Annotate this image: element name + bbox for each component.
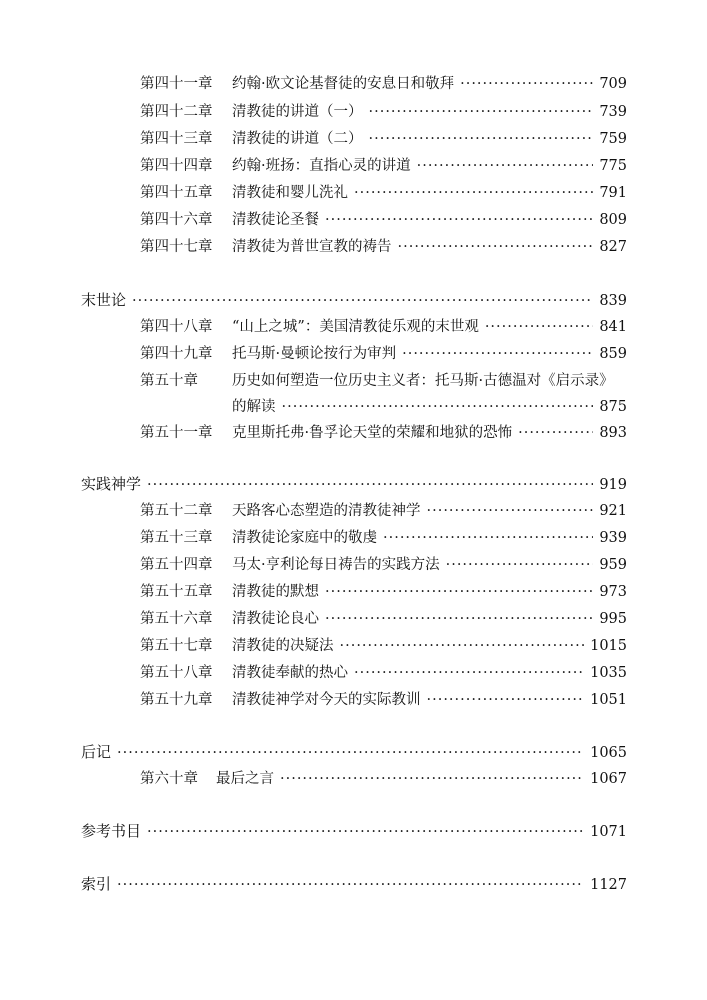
- chapter-title: 清教徒论良心: [232, 611, 319, 627]
- chapter-label: 第五十三章: [140, 530, 213, 546]
- chapter-title: 最后之言: [216, 771, 274, 787]
- toc-chapter-entry[interactable]: [140, 553, 627, 574]
- page-number: 839: [599, 293, 627, 309]
- toc-chapter-entry[interactable]: [140, 100, 627, 121]
- chapter-label: 第五十二章: [140, 503, 213, 519]
- toc-chapter-entry[interactable]: [140, 661, 627, 682]
- toc-section-entry[interactable]: [81, 473, 627, 494]
- page-number: 809: [599, 212, 627, 228]
- page-number: 919: [599, 477, 627, 493]
- chapter-label: 第五十章: [140, 373, 198, 389]
- chapter-title: 清教徒的决疑法: [232, 638, 334, 654]
- section-title: 索引: [81, 875, 112, 893]
- page-number: 709: [599, 76, 627, 92]
- dot-leader: [325, 584, 593, 600]
- dot-leader: [354, 665, 584, 681]
- chapter-label: 第四十八章: [140, 319, 213, 335]
- chapter-title: 天路客心态塑造的清教徒神学: [232, 503, 421, 519]
- page-number: 791: [599, 185, 627, 201]
- chapter-label: 第四十五章: [140, 185, 213, 201]
- dot-leader: [398, 239, 594, 255]
- toc-chapter-entry[interactable]: [140, 72, 627, 93]
- chapter-label: 第四十四章: [140, 158, 213, 174]
- dot-leader: [518, 425, 593, 441]
- page-number: 973: [599, 584, 627, 600]
- chapter-label: 第四十六章: [140, 212, 213, 228]
- dot-leader: [325, 212, 593, 228]
- page-number: 959: [599, 557, 627, 573]
- chapter-title: 历史如何塑造一位历史主义者：托马斯·古德温对《启示录》: [232, 373, 614, 389]
- page-number: 841: [599, 319, 627, 335]
- section-title: 后记: [81, 743, 112, 761]
- toc-chapter-entry[interactable]: [140, 421, 627, 442]
- page-number: 739: [599, 104, 627, 120]
- section-title: 实践神学: [81, 475, 142, 493]
- dot-leader: [417, 158, 594, 174]
- toc-chapter-entry[interactable]: [140, 154, 627, 175]
- page-number: 1051: [590, 692, 627, 708]
- page-number: 939: [599, 530, 627, 546]
- page-number: 827: [599, 239, 627, 255]
- dot-leader: [383, 530, 593, 546]
- dot-leader: [369, 104, 594, 120]
- toc-chapter-entry[interactable]: [140, 127, 627, 148]
- page-number: 1015: [590, 638, 627, 654]
- toc-chapter-entry[interactable]: [140, 181, 627, 202]
- toc-chapter-entry[interactable]: [140, 315, 627, 336]
- toc-chapter-entry[interactable]: [140, 499, 627, 520]
- chapter-title: 约翰·班扬：直指心灵的讲道: [232, 158, 411, 174]
- page-number: 875: [599, 399, 627, 415]
- dot-leader: [117, 745, 584, 761]
- dot-leader: [117, 877, 584, 893]
- dot-leader: [427, 692, 585, 708]
- toc-section-entry[interactable]: [81, 820, 627, 841]
- toc-chapter-entry[interactable]: [140, 767, 627, 788]
- toc-chapter-continuation[interactable]: [232, 395, 627, 416]
- dot-leader: [282, 399, 594, 415]
- toc-chapter-entry[interactable]: [140, 526, 627, 547]
- dot-leader: [132, 293, 593, 309]
- chapter-label: 第五十四章: [140, 557, 213, 573]
- page-number: 775: [599, 158, 627, 174]
- page-number: 995: [599, 611, 627, 627]
- dot-leader: [485, 319, 593, 335]
- chapter-title-continuation: 的解读: [232, 399, 276, 415]
- dot-leader: [369, 131, 594, 147]
- chapter-label: 第五十六章: [140, 611, 213, 627]
- chapter-title: 托马斯·曼顿论按行为审判: [232, 346, 397, 362]
- page-number: 759: [599, 131, 627, 147]
- chapter-label: 第四十二章: [140, 104, 213, 120]
- chapter-title: 清教徒论圣餐: [232, 212, 319, 228]
- chapter-title: 清教徒奉献的热心: [232, 665, 348, 681]
- page-number: 1065: [590, 745, 627, 761]
- toc-chapter-entry[interactable]: [140, 580, 627, 601]
- chapter-title: 马太·亨利论每日祷告的实践方法: [232, 557, 440, 573]
- chapter-label: 第五十五章: [140, 584, 213, 600]
- dot-leader: [427, 503, 594, 519]
- toc-chapter-entry[interactable]: [140, 208, 627, 229]
- chapter-title: 清教徒和婴儿洗礼: [232, 185, 348, 201]
- chapter-title: 约翰·欧文论基督徒的安息日和敬拜: [232, 76, 455, 92]
- toc-section-entry[interactable]: [81, 289, 627, 310]
- dot-leader: [325, 611, 593, 627]
- chapter-label: 第五十七章: [140, 638, 213, 654]
- toc-chapter-entry[interactable]: [140, 369, 627, 390]
- section-title: 末世论: [81, 291, 127, 309]
- chapter-title: 清教徒为普世宣教的祷告: [232, 239, 392, 255]
- toc-chapter-entry[interactable]: [140, 607, 627, 628]
- page-number: 859: [599, 346, 627, 362]
- page-number: 1035: [590, 665, 627, 681]
- chapter-label: 第四十七章: [140, 239, 213, 255]
- dot-leader: [402, 346, 593, 362]
- chapter-label: 第五十八章: [140, 665, 213, 681]
- page-number: 1127: [590, 877, 627, 893]
- toc-section-entry[interactable]: [81, 873, 627, 894]
- dot-leader: [446, 557, 594, 573]
- toc-chapter-entry[interactable]: [140, 342, 627, 363]
- page-number: 1071: [590, 824, 627, 840]
- dot-leader: [280, 771, 584, 787]
- dot-leader: [340, 638, 585, 654]
- page-number: 893: [599, 425, 627, 441]
- dot-leader: [147, 824, 584, 840]
- page-number: 1067: [590, 771, 627, 787]
- section-title: 参考书目: [81, 822, 142, 840]
- chapter-label: 第四十三章: [140, 131, 213, 147]
- chapter-label: 第五十九章: [140, 692, 213, 708]
- chapter-label: 第四十九章: [140, 346, 213, 362]
- toc-chapter-entry[interactable]: [140, 235, 627, 256]
- chapter-title: 清教徒的讲道（二）: [232, 131, 363, 147]
- dot-leader: [354, 185, 593, 201]
- dot-leader: [460, 76, 593, 92]
- toc-chapter-entry[interactable]: [140, 688, 627, 709]
- toc-section-entry[interactable]: [81, 741, 627, 762]
- chapter-title: 清教徒的讲道（一）: [232, 104, 363, 120]
- dot-leader: [147, 477, 593, 493]
- chapter-title: 克里斯托弗·鲁孚论天堂的荣耀和地狱的恐怖: [232, 425, 513, 441]
- toc-chapter-entry[interactable]: [140, 634, 627, 655]
- chapter-label: 第六十章: [140, 771, 198, 787]
- chapter-title: 清教徒的默想: [232, 584, 319, 600]
- chapter-label: 第五十一章: [140, 425, 213, 441]
- chapter-title: “山上之城”：美国清教徒乐观的末世观: [232, 319, 479, 335]
- chapter-title: 清教徒神学对今天的实际教训: [232, 692, 421, 708]
- chapter-label: 第四十一章: [140, 76, 213, 92]
- page-number: 921: [599, 503, 627, 519]
- chapter-title: 清教徒论家庭中的敬虔: [232, 530, 377, 546]
